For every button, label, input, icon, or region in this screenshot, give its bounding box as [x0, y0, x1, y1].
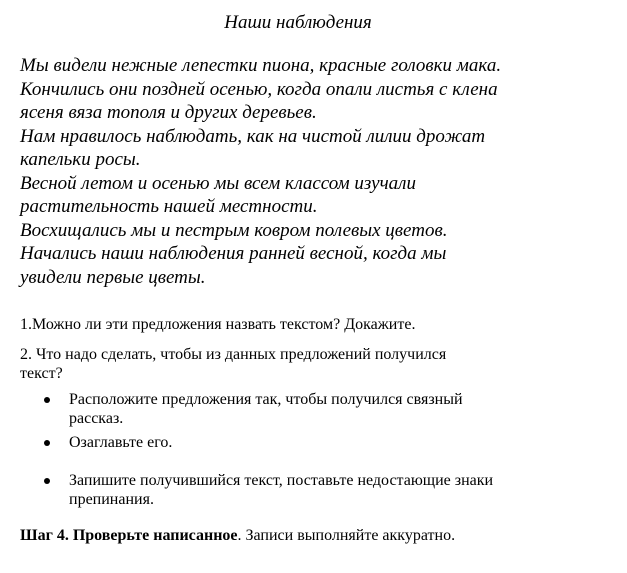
bullet-text-line: Озаглавьте его. [69, 434, 173, 451]
step-4-heading: Шаг 4. Проверьте написанное [20, 527, 238, 544]
bullet-text-line: рассказ. [69, 410, 124, 427]
passage-line: увидели первые цветы. [20, 266, 206, 288]
passage-line: ясеня вяза тополя и других деревьев. [20, 102, 317, 123]
bullet-icon [44, 397, 50, 403]
bullet-text-line: Расположите предложения так, чтобы получился связный [69, 391, 463, 408]
document-title: Наши наблюдения [224, 12, 372, 33]
bullet-text-line: Запишите получившийся текст, поставьте недостающие знаки [69, 472, 494, 489]
bullet-text-line: препинания. [69, 491, 154, 508]
step-4-text: . Записи выполняйте аккуратно. [237, 527, 456, 544]
bullet-icon [44, 440, 50, 446]
question-2-line: 2. Что надо сделать, чтобы из данных предложений получился [20, 346, 447, 363]
bullet-icon [44, 478, 50, 484]
question-2 [20, 345, 560, 383]
passage [20, 54, 600, 289]
question-1: 1.Можно ли эти предложения назвать текстом? Докажите. [20, 316, 416, 333]
passage-line: Весной летом и осенью мы всем классом изучали [20, 172, 416, 194]
passage-line: Кончились они поздней осенью, когда опали листья с клена [20, 78, 498, 100]
passage-line: растительность нашей местности. [20, 196, 318, 217]
step-4-instruction [20, 527, 455, 545]
passage-line: капельки росы. [20, 149, 141, 170]
passage-line: Нам нравилось наблюдать, как на чистой лилии дрожат [20, 125, 486, 147]
question-2-line: текст? [20, 365, 63, 382]
passage-line: Мы видели нежные лепестки пиона, красные головки мака. [20, 55, 502, 76]
passage-line: Восхищались мы и пестрым ковром полевых цветов. [20, 219, 448, 241]
passage-line: Начались наши наблюдения ранней весной, когда мы [20, 243, 447, 264]
